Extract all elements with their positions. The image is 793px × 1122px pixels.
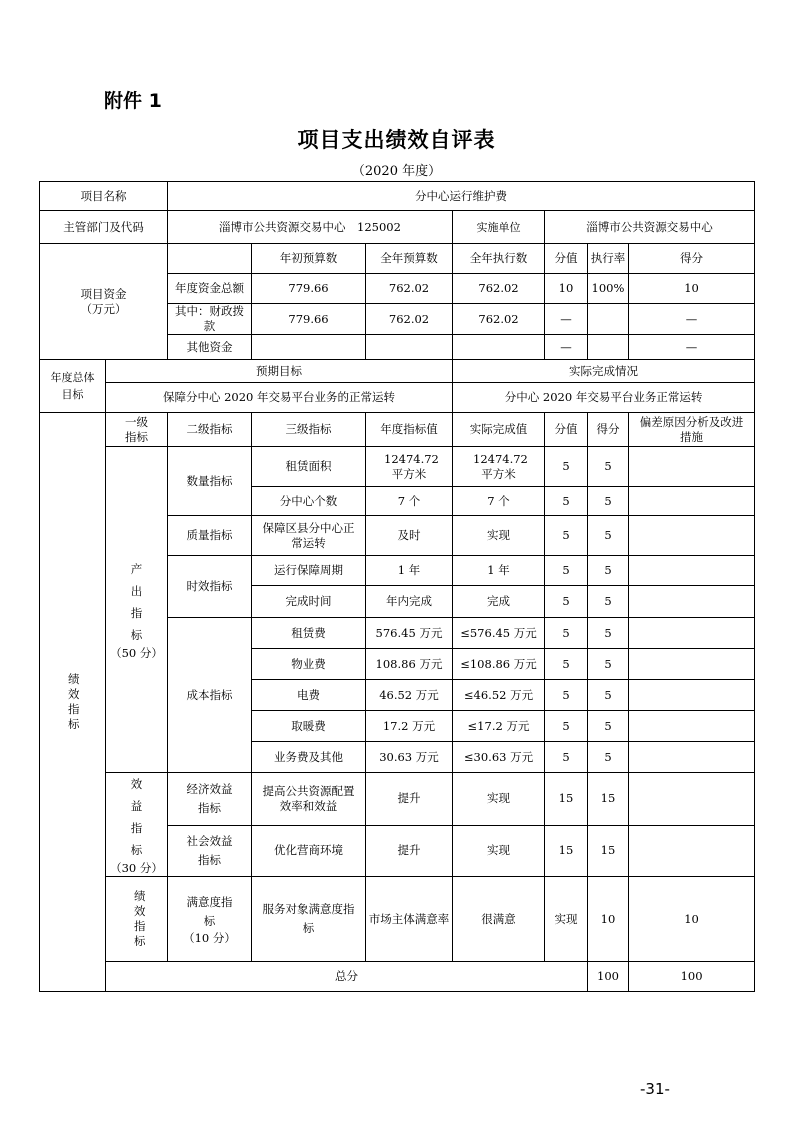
- deviation-area: [629, 447, 755, 487]
- dept-label: 主管部门及代码: [40, 211, 168, 244]
- total-value: 10: [545, 274, 588, 304]
- deviation-electric: [629, 680, 755, 711]
- funds-label-cell: [40, 244, 168, 360]
- total-full: 762.02: [366, 274, 453, 304]
- deviation-finish-time: [629, 586, 755, 618]
- funds-unit: （万元）: [80, 301, 127, 316]
- col-score-value: 分值: [545, 244, 588, 274]
- target-finish-time: 年内完成: [366, 586, 453, 618]
- score-property: 5: [588, 649, 629, 680]
- actual-goal-text: 分中心 2020 年交易平台业务正常运转: [453, 383, 755, 413]
- annual-goal-label: 年度总体目标: [40, 360, 106, 413]
- quantity-indicator: 数量指标: [168, 447, 252, 516]
- fiscal-score: —: [629, 304, 755, 335]
- total-label: 总分: [106, 962, 588, 992]
- value-centers: 5: [545, 487, 588, 516]
- deviation-property: [629, 649, 755, 680]
- fiscal-exec: 762.02: [453, 304, 545, 335]
- fiscal-value: —: [545, 304, 588, 335]
- value-social: 15: [545, 825, 588, 876]
- level2-header: 二级指标: [168, 413, 252, 447]
- quality-indicator: 质量指标: [168, 516, 252, 556]
- score-satisfaction: 10: [629, 877, 755, 962]
- expected-goal-text: 保障分中心 2020 年交易平台业务的正常运转: [106, 383, 453, 413]
- actual-guarantee: 实现: [453, 516, 545, 556]
- indicator-header-row: [40, 413, 755, 447]
- l3-guarantee: 保障区县分中心正常运转: [252, 516, 366, 556]
- col-exec-rate: 执行率: [588, 244, 629, 274]
- l3-finish-time: 完成时间: [252, 586, 366, 618]
- fiscal-initial: 779.66: [252, 304, 366, 335]
- target-social: 提升: [366, 825, 453, 876]
- actual-economic: 实现: [453, 773, 545, 826]
- l3-area: 租赁面积: [252, 447, 366, 487]
- col-full-budget: 全年预算数: [366, 244, 453, 274]
- score-header: 得分: [588, 413, 629, 447]
- dept-row: [40, 211, 755, 244]
- other-rate: [588, 335, 629, 360]
- funds-blank-header: [168, 244, 252, 274]
- score-finish-time: 5: [588, 586, 629, 618]
- value-business: 5: [545, 742, 588, 773]
- l3-centers: 分中心个数: [252, 487, 366, 516]
- target-satisfaction: 很满意: [453, 877, 545, 962]
- score-economic: 15: [588, 773, 629, 826]
- annual-value-header: 年度指标值: [366, 413, 453, 447]
- l3-business: 业务费及其他: [252, 742, 366, 773]
- target-property: 108.86 万元: [366, 649, 453, 680]
- perf-indicators-label: 绩效指标: [40, 413, 106, 992]
- table-row: [40, 447, 755, 487]
- level3-header: 三级指标: [252, 413, 366, 447]
- output-label: 产出指标: [130, 562, 143, 642]
- self-evaluation-table: [39, 181, 755, 992]
- actual-finish-time: 完成: [453, 586, 545, 618]
- economic-indicator: 经济效益指标: [168, 773, 252, 826]
- goal-header-row: [40, 360, 755, 383]
- l3-social: 优化营商环境: [252, 825, 366, 876]
- target-period: 1 年: [366, 556, 453, 586]
- actual-electric: ≤46.52 万元: [453, 680, 545, 711]
- goal-content-row: [40, 383, 755, 413]
- deviation-heating: [629, 711, 755, 742]
- level1-header: 一级指标: [106, 413, 168, 447]
- project-name-row: [40, 182, 755, 211]
- col-full-exec: 全年执行数: [453, 244, 545, 274]
- target-guarantee: 及时: [366, 516, 453, 556]
- actual-social: 实现: [453, 825, 545, 876]
- impl-unit-value: 淄博市公共资源交易中心: [545, 211, 755, 244]
- value-area: 5: [545, 447, 588, 487]
- page-title: 项目支出绩效自评表: [297, 128, 496, 152]
- l3-period: 运行保障周期: [252, 556, 366, 586]
- value-satisfaction: 10: [588, 877, 629, 962]
- total-exec: 762.02: [453, 274, 545, 304]
- target-centers: 7 个: [366, 487, 453, 516]
- benefit-label: 效益指标: [130, 777, 143, 857]
- project-name-value: 分中心运行维护费: [168, 182, 755, 211]
- value-electric: 5: [545, 680, 588, 711]
- score-business: 5: [588, 742, 629, 773]
- row-fiscal: 其中：财政拨款: [168, 304, 252, 335]
- actual-value-header: 实际完成值: [453, 413, 545, 447]
- l3-electric: 电费: [252, 680, 366, 711]
- actual-rent: ≤576.45 万元: [453, 618, 545, 649]
- col-score: 得分: [629, 244, 755, 274]
- fiscal-full: 762.02: [366, 304, 453, 335]
- satisfaction-l2: 服务对象满意度指标: [252, 877, 366, 962]
- funds-label: 项目资金: [80, 286, 127, 301]
- table-row: [40, 773, 755, 826]
- total-initial: 779.66: [252, 274, 366, 304]
- score-area: 5: [588, 447, 629, 487]
- value-property: 5: [545, 649, 588, 680]
- row-other: 其他资金: [168, 335, 252, 360]
- other-full: [366, 335, 453, 360]
- attachment-label: 附件 1: [104, 90, 162, 112]
- value-period: 5: [545, 556, 588, 586]
- fiscal-rate: [588, 304, 629, 335]
- value-finish-time: 5: [545, 586, 588, 618]
- deviation-economic: [629, 773, 755, 826]
- deviation-guarantee: [629, 516, 755, 556]
- actual-satisfaction: 实现: [545, 877, 588, 962]
- year-subtitle: （2020 年度）: [351, 164, 442, 179]
- score-electric: 5: [588, 680, 629, 711]
- score-social: 15: [588, 825, 629, 876]
- actual-business: ≤30.63 万元: [453, 742, 545, 773]
- satisfaction-points: （10 分）: [183, 930, 236, 945]
- value-economic: 15: [545, 773, 588, 826]
- score-value-header: 分值: [545, 413, 588, 447]
- actual-heating: ≤17.2 万元: [453, 711, 545, 742]
- total-score: 100: [629, 962, 755, 992]
- deviation-rent: [629, 618, 755, 649]
- score-centers: 5: [588, 487, 629, 516]
- target-area: 12474.72 平方米: [366, 447, 453, 487]
- actual-area: 12474.72 平方米: [453, 447, 545, 487]
- satisfaction-indicator-cell: [168, 877, 252, 962]
- cost-indicator: 成本指标: [168, 618, 252, 773]
- total-row: [40, 962, 755, 992]
- benefit-points: （30 分）: [110, 861, 163, 875]
- actual-completion-label: 实际完成情况: [453, 360, 755, 383]
- actual-property: ≤108.86 万元: [453, 649, 545, 680]
- other-exec: [453, 335, 545, 360]
- l3-satisfaction: 市场主体满意率: [366, 877, 453, 962]
- l3-heating: 取暖费: [252, 711, 366, 742]
- row-total-funds: 年度资金总额: [168, 274, 252, 304]
- value-guarantee: 5: [545, 516, 588, 556]
- target-business: 30.63 万元: [366, 742, 453, 773]
- total-score: 10: [629, 274, 755, 304]
- l3-property: 物业费: [252, 649, 366, 680]
- social-indicator: 社会效益指标: [168, 825, 252, 876]
- target-electric: 46.52 万元: [366, 680, 453, 711]
- project-name-label: 项目名称: [40, 182, 168, 211]
- expected-goal-label: 预期目标: [106, 360, 453, 383]
- other-initial: [252, 335, 366, 360]
- deviation-header: 偏差原因分析及改进措施: [629, 413, 755, 447]
- timeliness-indicator: 时效指标: [168, 556, 252, 618]
- deviation-centers: [629, 487, 755, 516]
- score-guarantee: 5: [588, 516, 629, 556]
- target-economic: 提升: [366, 773, 453, 826]
- col-initial-budget: 年初预算数: [252, 244, 366, 274]
- satisfaction-label: 满意度指标: [186, 894, 233, 928]
- perf-indicators-label-2: 绩效指标: [106, 877, 168, 962]
- page-number: -31-: [640, 1080, 670, 1098]
- l3-economic: 提高公共资源配置效率和效益: [252, 773, 366, 826]
- target-heating: 17.2 万元: [366, 711, 453, 742]
- output-points: （50 分）: [110, 646, 163, 660]
- actual-centers: 7 个: [453, 487, 545, 516]
- other-value: —: [545, 335, 588, 360]
- dept-value: 淄博市公共资源交易中心 125002: [168, 211, 453, 244]
- output-indicator-cell: [106, 447, 168, 773]
- benefit-indicator-cell: [106, 773, 168, 877]
- score-rent: 5: [588, 618, 629, 649]
- table-row: [40, 877, 755, 962]
- actual-period: 1 年: [453, 556, 545, 586]
- l3-rent: 租赁费: [252, 618, 366, 649]
- target-rent: 576.45 万元: [366, 618, 453, 649]
- score-period: 5: [588, 556, 629, 586]
- value-heating: 5: [545, 711, 588, 742]
- funds-header-row: [40, 244, 755, 274]
- deviation-business: [629, 742, 755, 773]
- impl-unit-label: 实施单位: [453, 211, 545, 244]
- deviation-period: [629, 556, 755, 586]
- score-heating: 5: [588, 711, 629, 742]
- total-score-value: 100: [588, 962, 629, 992]
- deviation-social: [629, 825, 755, 876]
- value-rent: 5: [545, 618, 588, 649]
- total-rate: 100%: [588, 274, 629, 304]
- other-score: —: [629, 335, 755, 360]
